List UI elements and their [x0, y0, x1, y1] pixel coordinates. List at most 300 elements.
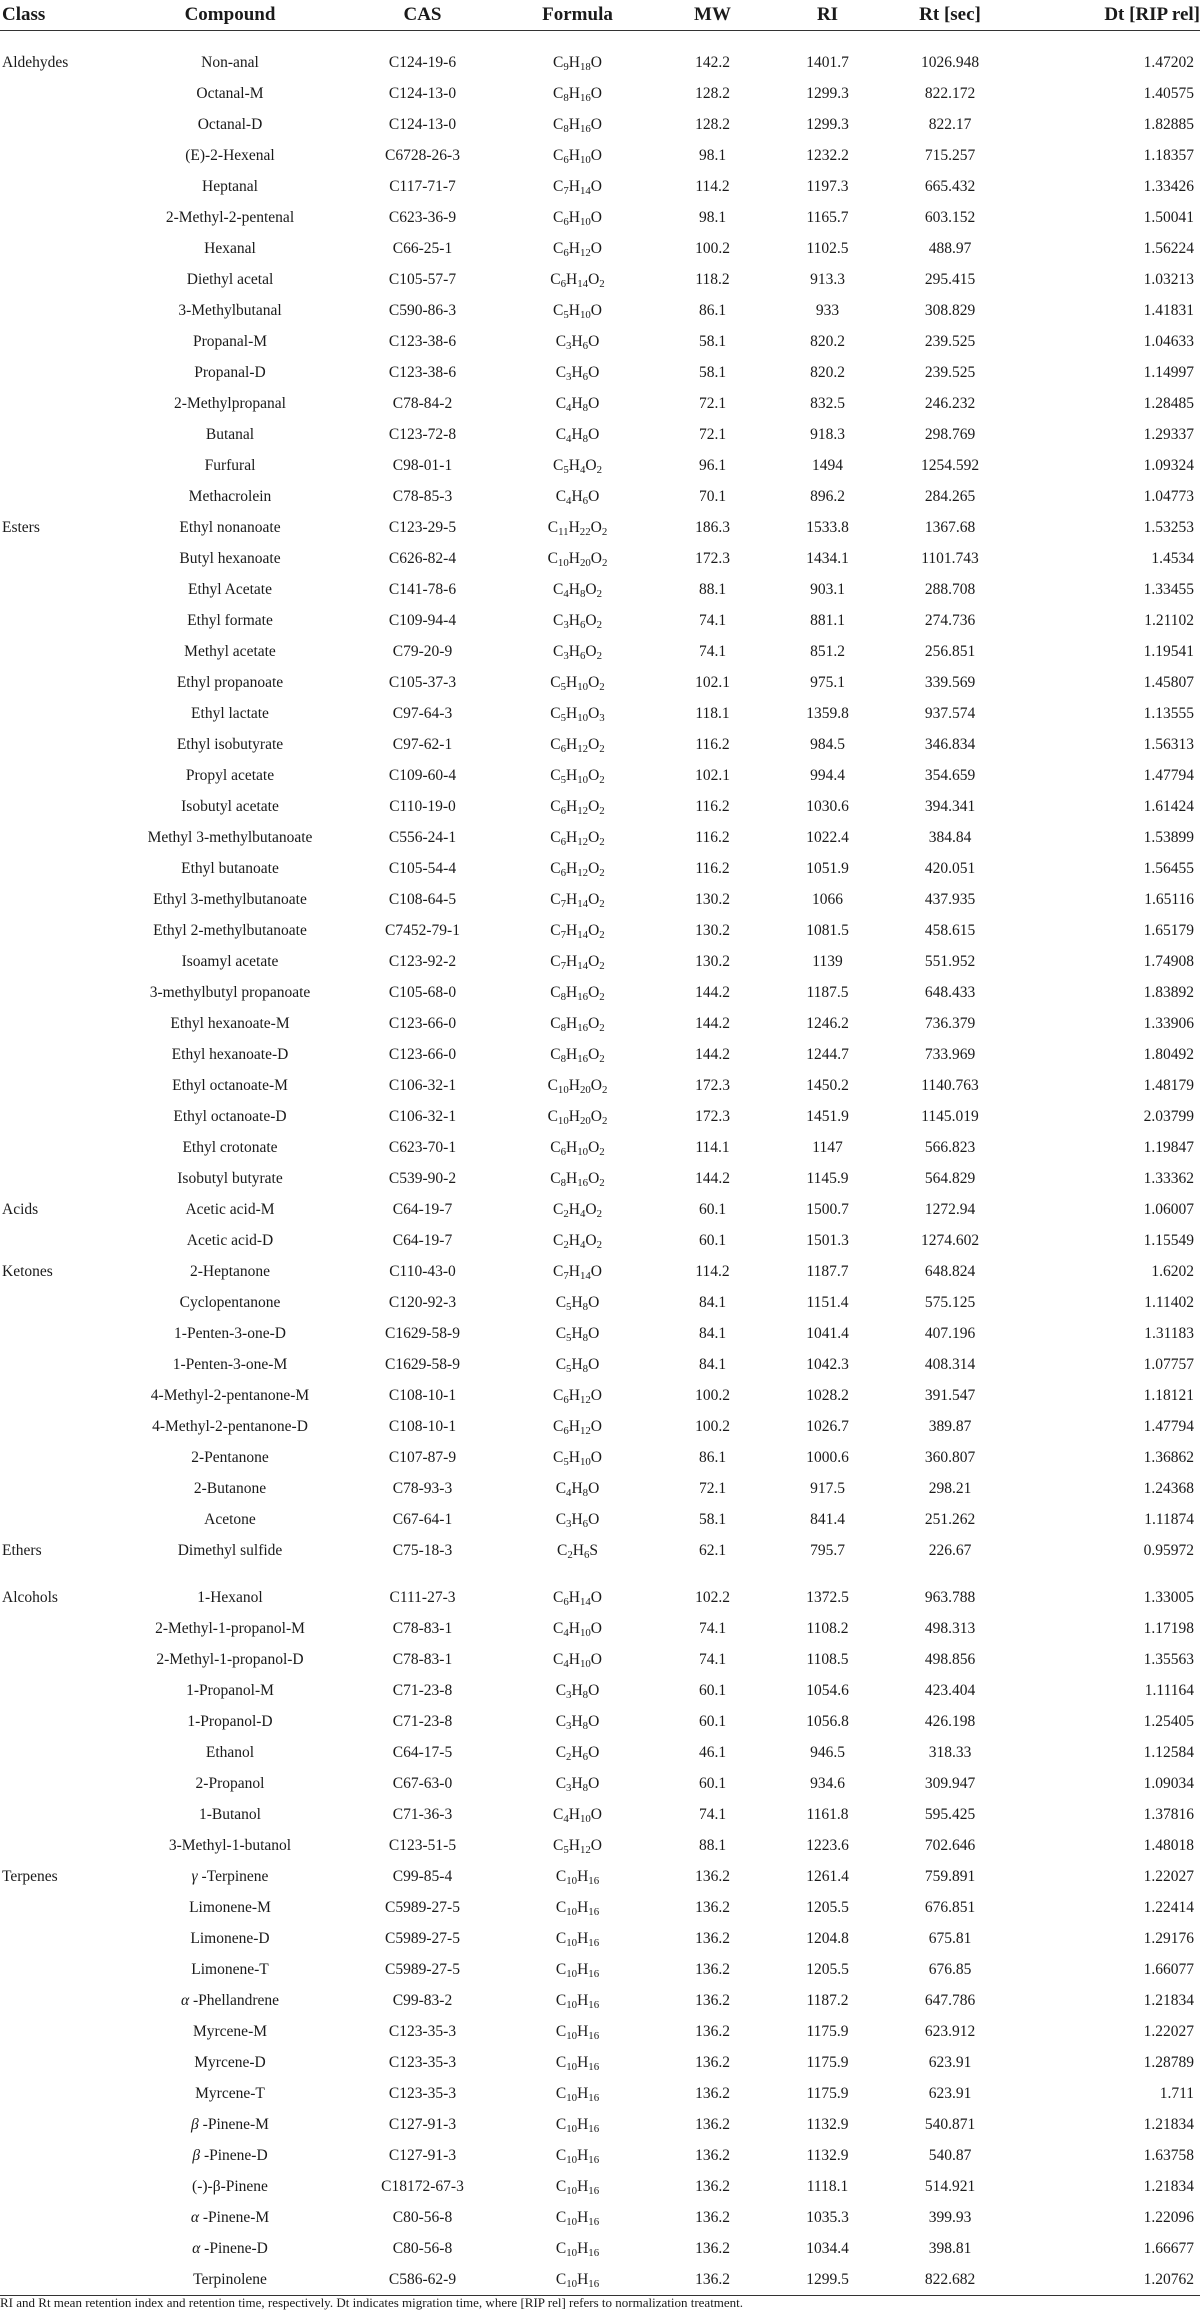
cell-rt: 408.314 — [924, 1355, 976, 1373]
table-row — [0, 1923, 1200, 1954]
cell-class — [0, 326, 115, 357]
cell-ri: 1205.5 — [806, 1960, 849, 1978]
cell-rt: 274.736 — [924, 611, 976, 629]
cell-mw: 60.1 — [698, 1681, 727, 1699]
cell-dt: 1.04633 — [1143, 332, 1194, 350]
cell-ri: 841.4 — [810, 1510, 845, 1528]
cell-ri: 1165.7 — [806, 208, 849, 226]
cell-dt: 1.66077 — [1143, 1960, 1194, 1978]
cell-compound: 2-Methylpropanal — [174, 394, 286, 412]
cell-rt: 647.786 — [924, 1991, 976, 2009]
cell-mw: 100.2 — [695, 239, 730, 257]
cell-rt: 420.051 — [924, 859, 976, 877]
cell-cas: C123-72-8 — [388, 425, 457, 443]
cell-compound: Ethyl butanoate — [181, 859, 279, 877]
cell-compound: Ethyl propanoate — [176, 673, 284, 691]
cell-compound: 1-Hexanol — [197, 1588, 263, 1606]
cell-mw: 74.1 — [698, 1650, 727, 1668]
cell-rt: 309.947 — [924, 1774, 976, 1792]
cell-ri: 1187.2 — [806, 1991, 849, 2009]
cell-ri: 1161.8 — [806, 1805, 849, 1823]
cell-dt: 1.18121 — [1143, 1386, 1194, 1404]
cell-dt: 1.21834 — [1143, 2115, 1194, 2133]
cell-class — [0, 202, 115, 233]
cell-class — [0, 1287, 115, 1318]
cell-mw: 74.1 — [698, 611, 727, 629]
cell-class: Ketones — [2, 1262, 53, 1280]
cell-dt: 1.4534 — [1151, 549, 1194, 567]
cell-formula: $C_4H_8O$ — [555, 394, 600, 414]
cell-rt: 256.851 — [924, 642, 976, 660]
cell-mw: 136.2 — [695, 2053, 730, 2071]
cell-compound: (-)-β-Pinene — [192, 2177, 268, 2195]
table-row — [0, 450, 1200, 481]
table-row — [0, 1675, 1200, 1706]
cell-compound: Acetic acid-M — [185, 1200, 275, 1218]
cell-class — [0, 1318, 115, 1349]
table-row — [0, 233, 1200, 264]
cell-cas: C64-17-5 — [392, 1743, 453, 1761]
cell-dt: 1.22414 — [1143, 1898, 1194, 1916]
table-row — [0, 109, 1200, 140]
cell-class: Esters — [2, 518, 40, 536]
table-row — [0, 1380, 1200, 1411]
cell-class — [0, 915, 115, 946]
cell-formula: $C_6H_{10}O_2$ — [550, 1138, 605, 1158]
cell-mw: 116.2 — [695, 797, 730, 815]
cell-ri: 795.7 — [810, 1541, 845, 1559]
spacer-cell — [0, 31, 1200, 48]
table-row — [0, 1039, 1200, 1070]
cell-formula: $C_4H_6O$ — [555, 487, 600, 507]
cell-ri: 1022.4 — [806, 828, 849, 846]
cell-compound: Non-anal — [201, 53, 259, 71]
cell-dt: 1.11874 — [1144, 1510, 1194, 1528]
cell-cas: C98-01-1 — [392, 456, 453, 474]
cell-mw: 118.1 — [695, 704, 730, 722]
cell-compound: 1-Penten-3-one-M — [172, 1355, 288, 1373]
cell-ri: 881.1 — [810, 611, 845, 629]
cell-class — [0, 822, 115, 853]
cell-compound: Diethyl acetal — [186, 270, 274, 288]
cell-formula: $C_8H_{16}O_2$ — [550, 983, 605, 1003]
cell-ri: 1028.2 — [806, 1386, 849, 1404]
cell-compound: Terpinolene — [115, 2264, 345, 2296]
cell-rt: 295.415 — [924, 270, 976, 288]
cell-formula: $C_8H_{16}O_2$ — [550, 1045, 605, 1065]
cell-ri: 1030.6 — [806, 797, 849, 815]
cell-class — [0, 1070, 115, 1101]
cell-rt: 566.823 — [924, 1138, 976, 1156]
cell-class — [0, 388, 115, 419]
table-row — [0, 1830, 1200, 1861]
cell-mw: 136.2 — [695, 1991, 730, 2009]
cell-compound: 4-Methyl-2-pentanone-D — [152, 1417, 308, 1435]
table-row — [0, 822, 1200, 853]
cell-class — [0, 1132, 115, 1163]
cell-dt: 1.56313 — [1143, 735, 1194, 753]
cell-compound: Dimethyl sulfide — [177, 1541, 283, 1559]
table-row — [0, 1132, 1200, 1163]
cell-dt: 1.11164 — [1144, 1681, 1194, 1699]
cell-class — [0, 1954, 115, 1985]
cell-class — [0, 1892, 115, 1923]
cell-class: Ethers — [2, 1541, 42, 1559]
cell-ri: 1026.7 — [806, 1417, 849, 1435]
table-row — [0, 1985, 1200, 2016]
cell-dt: 1.80492 — [1143, 1045, 1194, 1063]
cell-class — [0, 977, 115, 1008]
cell-rt: 1274.602 — [920, 1231, 980, 1249]
cell-compound: 2-Pentanone — [191, 1448, 269, 1466]
cell-formula: $C_7H_{14}O$ — [552, 177, 602, 197]
cell-compound: α -Pinene-M — [190, 2208, 270, 2226]
cell-compound: 2-Propanol — [195, 1774, 265, 1792]
cell-rt: 239.525 — [924, 363, 976, 381]
table-row — [0, 78, 1200, 109]
cell-dt: 1.36862 — [1143, 1448, 1194, 1466]
cell-formula: $C_6H_{14}O$ — [552, 1588, 602, 1608]
cell-class — [0, 1411, 115, 1442]
cell-cas: C109-94-4 — [388, 611, 457, 629]
cell-rt: 284.265 — [924, 487, 976, 505]
cell-ri: 1450.2 — [806, 1076, 849, 1094]
cell-ri: 1132.9 — [806, 2146, 849, 2164]
cell-rt: 937.574 — [924, 704, 976, 722]
header-compound: Compound — [115, 0, 345, 31]
cell-cas: C18172-67-3 — [381, 2177, 464, 2195]
cell-ri: 1042.3 — [806, 1355, 849, 1373]
table-row — [0, 1954, 1200, 1985]
cell-class — [0, 295, 115, 326]
cell-mw: 116.2 — [695, 828, 730, 846]
table-row — [0, 2233, 1200, 2264]
cell-formula: $C_6H_{10}O$ — [552, 208, 602, 228]
cell-formula: $C_4H_8O$ — [555, 425, 600, 445]
cell-compound: Propyl acetate — [185, 766, 275, 784]
header-mw: MW — [655, 0, 770, 31]
header-dt: Dt [RIP rel] — [1015, 0, 1200, 31]
cell-class — [0, 481, 115, 512]
cell-formula: $C_6H_{12}O$ — [552, 239, 602, 259]
cell-dt: 1.74908 — [1143, 952, 1194, 970]
cell-class — [0, 2233, 115, 2264]
cell-cas: C1629-58-9 — [385, 1324, 460, 1342]
cell-ri: 984.5 — [810, 735, 845, 753]
cell-ri: 933 — [815, 301, 840, 319]
table-row — [0, 1892, 1200, 1923]
cell-compound: Methyl 3-methylbutanoate — [147, 828, 313, 846]
cell-cas: C586-62-9 — [345, 2264, 500, 2296]
cell-mw: 102.1 — [695, 766, 730, 784]
table-row — [0, 388, 1200, 419]
cell-cas: C7452-79-1 — [385, 921, 460, 939]
table-row — [0, 2202, 1200, 2233]
cell-formula: $C_5H_{12}O$ — [552, 1836, 602, 1856]
cell-compound: γ -Terpinene — [191, 1867, 269, 1885]
cell-class — [0, 1613, 115, 1644]
header-class: Class — [0, 0, 115, 31]
cell-rt: 715.257 — [924, 146, 976, 164]
table-row — [0, 326, 1200, 357]
cell-rt: 676.851 — [924, 1898, 976, 1916]
cell-cas: C5989-27-5 — [385, 1960, 460, 1978]
table-row — [0, 946, 1200, 977]
cell-class — [0, 1830, 115, 1861]
cell-compound: Ethyl lactate — [191, 704, 269, 722]
cell-formula: $C_4H_8O$ — [555, 1479, 600, 1499]
cell-dt: 1.45807 — [1143, 673, 1194, 691]
cell-class — [0, 1985, 115, 2016]
cell-mw: 118.2 — [695, 270, 730, 288]
table-row — [0, 1411, 1200, 1442]
cell-class: Aldehydes — [2, 53, 69, 71]
table-row — [0, 1287, 1200, 1318]
cell-compound: Propanal-M — [192, 332, 268, 350]
cell-rt: 399.93 — [928, 2208, 972, 2226]
table-row — [0, 1737, 1200, 1768]
cell-compound: Ethyl Acetate — [188, 580, 272, 598]
cell-dt: 1.50041 — [1143, 208, 1194, 226]
table-body — [0, 31, 1200, 2296]
cell-dt: 1.22027 — [1143, 2022, 1194, 2040]
cell-cas: C75-18-3 — [392, 1541, 453, 1559]
cell-class — [0, 1039, 115, 1070]
table-row — [0, 1070, 1200, 1101]
cell-ri: 1139 — [812, 952, 843, 970]
cell-rt: 389.87 — [928, 1417, 972, 1435]
table-row — [0, 1582, 1200, 1613]
table-row — [0, 760, 1200, 791]
cell-dt: 1.31183 — [1144, 1324, 1194, 1342]
table-row — [0, 1008, 1200, 1039]
cell-ri: 832.5 — [810, 394, 845, 412]
cell-ri: 1132.9 — [806, 2115, 849, 2133]
cell-dt: 1.22096 — [1143, 2208, 1194, 2226]
cell-ri: 1500.7 — [806, 1200, 849, 1218]
cell-rt: 675.81 — [928, 1929, 972, 1947]
table-row — [0, 295, 1200, 326]
cell-formula: $C_{10}H_{20}O_2$ — [547, 1107, 608, 1127]
table-row — [0, 2109, 1200, 2140]
cell-compound: Propanal-D — [194, 363, 266, 381]
cell-formula: $C_{10}H_{16}$ — [555, 1929, 600, 1949]
cell-cas: C120-92-3 — [388, 1293, 457, 1311]
cell-ri: 917.5 — [810, 1479, 845, 1497]
cell-formula: $C_5H_{10}O_3$ — [550, 704, 605, 724]
cell-rt: 251.262 — [924, 1510, 976, 1528]
cell-compound: Butanal — [205, 425, 255, 443]
cell-ri: 1299.3 — [806, 115, 849, 133]
cell-cas: C123-51-5 — [388, 1836, 457, 1854]
cell-compound: 3-Methylbutanal — [178, 301, 282, 319]
table-row — [0, 2078, 1200, 2109]
cell-mw: 60.1 — [698, 1231, 727, 1249]
cell-formula: $C_9H_{18}O$ — [552, 53, 602, 73]
cell-compound: Methacrolein — [188, 487, 272, 505]
cell-compound: (E)-2-Hexenal — [185, 146, 275, 164]
cell-mw: 100.2 — [695, 1417, 730, 1435]
cell-rt: 1145.019 — [921, 1107, 979, 1125]
cell-cas: C80-56-8 — [392, 2239, 453, 2257]
cell-mw: 144.2 — [695, 1169, 730, 1187]
cell-ri: 1372.5 — [806, 1588, 849, 1606]
table-row — [0, 1861, 1200, 1892]
cell-class — [0, 357, 115, 388]
cell-compound: 2-Methyl-1-propanol-D — [156, 1650, 304, 1668]
cell-class — [0, 264, 115, 295]
cell-rt: 488.97 — [928, 239, 972, 257]
cell-compound: Myrcene-D — [194, 2053, 266, 2071]
cell-formula: $C_3H_6O_2$ — [552, 611, 602, 631]
cell-cas: C99-85-4 — [392, 1867, 453, 1885]
cell-rt: 458.615 — [924, 921, 976, 939]
cell-dt: 1.40575 — [1143, 84, 1194, 102]
cell-compound: Isoamyl acetate — [181, 952, 279, 970]
cell-class — [0, 2016, 115, 2047]
cell-dt: 1.17198 — [1143, 1619, 1194, 1637]
cell-rt: 1101.743 — [921, 549, 979, 567]
cell-mw: 186.3 — [695, 518, 730, 536]
cell-formula: $C_4H_8O_2$ — [552, 580, 602, 600]
cell-rt: 736.379 — [924, 1014, 976, 1032]
cell-class — [0, 233, 115, 264]
cell-mw: 60.1 — [698, 1774, 727, 1792]
cell-cas: C71-23-8 — [392, 1712, 453, 1730]
cell-ri: 1451.9 — [806, 1107, 849, 1125]
cell-rt: 226.67 — [928, 1541, 972, 1559]
cell-class — [0, 1008, 115, 1039]
cell-ri: 1054.6 — [806, 1681, 849, 1699]
cell-mw: 144.2 — [695, 983, 730, 1001]
cell-rt: 498.313 — [924, 1619, 976, 1637]
cell-rt: 384.84 — [928, 828, 972, 846]
cell-mw: 116.2 — [695, 735, 730, 753]
cell-mw: 62.1 — [698, 1541, 727, 1559]
cell-formula: $C_8H_{16}O$ — [552, 84, 602, 104]
cell-rt: 822.172 — [924, 84, 976, 102]
cell-dt: 1.09034 — [1143, 1774, 1194, 1792]
cell-rt: 239.525 — [924, 332, 976, 350]
cell-cas: C108-10-1 — [388, 1417, 457, 1435]
cell-cas: C123-35-3 — [388, 2084, 457, 2102]
cell-rt: 540.87 — [928, 2146, 972, 2164]
cell-dt: 1.04773 — [1143, 487, 1194, 505]
cell-ri: 1232.2 — [806, 146, 849, 164]
cell-dt: 1.47794 — [1143, 1417, 1194, 1435]
table-row — [0, 1535, 1200, 1566]
cell-mw: 84.1 — [698, 1324, 727, 1342]
cell-mw: 114.2 — [695, 177, 730, 195]
cell-ri: 934.6 — [810, 1774, 845, 1792]
cell-rt: 1140.763 — [921, 1076, 979, 1094]
cell-class — [0, 171, 115, 202]
cell-rt: 354.659 — [924, 766, 976, 784]
cell-cas: C626-82-4 — [388, 549, 457, 567]
cell-cas: C123-29-5 — [388, 518, 457, 536]
cell-formula: $C_{10}H_{16}$ — [555, 1991, 600, 2011]
cell-class: Terpenes — [2, 1867, 58, 1885]
cell-dt: 1.65116 — [1144, 890, 1194, 908]
cell-cas: C539-90-2 — [388, 1169, 457, 1187]
cell-mw: 88.1 — [698, 580, 727, 598]
table-row — [0, 2140, 1200, 2171]
cell-rt: 298.21 — [928, 1479, 972, 1497]
cell-compound: 3-methylbutyl propanoate — [149, 983, 311, 1001]
cell-mw: 100.2 — [695, 1386, 730, 1404]
cell-ri: 1175.9 — [806, 2084, 849, 2102]
cell-dt: 0.95972 — [1143, 1541, 1194, 1559]
table-row — [0, 1504, 1200, 1535]
cell-mw: 84.1 — [698, 1355, 727, 1373]
cell-cas: C106-32-1 — [388, 1076, 457, 1094]
table-row — [0, 171, 1200, 202]
cell-formula: $C_5H_{10}O_2$ — [550, 673, 605, 693]
cell-dt: 1.47794 — [1143, 766, 1194, 784]
cell-class — [0, 2140, 115, 2171]
cell-mw: 136.2 — [695, 2084, 730, 2102]
cell-mw: 136.2 — [695, 2115, 730, 2133]
cell-class — [0, 1644, 115, 1675]
cell-class — [0, 667, 115, 698]
cell-formula: $C_8H_{16}O$ — [552, 115, 602, 135]
cell-class — [0, 946, 115, 977]
cell-cas: C105-54-4 — [388, 859, 457, 877]
cell-mw: 136.2 — [695, 1929, 730, 1947]
cell-mw: 86.1 — [698, 1448, 727, 1466]
cell-class — [0, 1504, 115, 1535]
cell-compound: 2-Methyl-1-propanol-M — [155, 1619, 305, 1637]
cell-class — [0, 1923, 115, 1954]
cell-mw: 60.1 — [698, 1712, 727, 1730]
cell-cas: C105-68-0 — [388, 983, 457, 1001]
cell-cas: C123-35-3 — [388, 2053, 457, 2071]
spacer-cell — [0, 1566, 1200, 1582]
cell-rt: 595.425 — [924, 1805, 976, 1823]
cell-class — [0, 109, 115, 140]
cell-dt: 1.41831 — [1143, 301, 1194, 319]
cell-mw: 114.1 — [695, 1138, 730, 1156]
cell-dt: 1.24368 — [1143, 1479, 1194, 1497]
cell-mw: 96.1 — [698, 456, 727, 474]
cell-formula: $C_6H_{12}O$ — [552, 1417, 602, 1437]
cell-compound: 1-Propanol-D — [187, 1712, 273, 1730]
cell-mw: 130.2 — [695, 952, 730, 970]
cell-cas: C109-60-4 — [388, 766, 457, 784]
cell-rt: 564.829 — [924, 1169, 976, 1187]
table-row — [0, 574, 1200, 605]
cell-formula: $C_3H_6O$ — [555, 1510, 600, 1530]
cell-dt: 1.53899 — [1143, 828, 1194, 846]
table-row — [0, 1194, 1200, 1225]
cell-ri: 1261.4 — [806, 1867, 849, 1885]
cell-class — [0, 1706, 115, 1737]
cell-rt: 1254.592 — [920, 456, 980, 474]
table-row — [0, 481, 1200, 512]
cell-dt: 1.29176 — [1143, 1929, 1194, 1947]
cell-cas: C80-56-8 — [392, 2208, 453, 2226]
cell-class — [0, 1799, 115, 1830]
cell-cas: C71-36-3 — [392, 1805, 453, 1823]
cell-cas: C123-38-6 — [388, 363, 457, 381]
cell-rt: 318.33 — [928, 1743, 972, 1761]
cell-rt: 603.152 — [924, 208, 976, 226]
cell-dt: 1.65179 — [1143, 921, 1194, 939]
cell-dt: 1.48179 — [1143, 1076, 1194, 1094]
cell-class — [0, 1101, 115, 1132]
cell-ri: 1187.5 — [806, 983, 849, 1001]
cell-formula: $C_5H_8O$ — [555, 1293, 600, 1313]
